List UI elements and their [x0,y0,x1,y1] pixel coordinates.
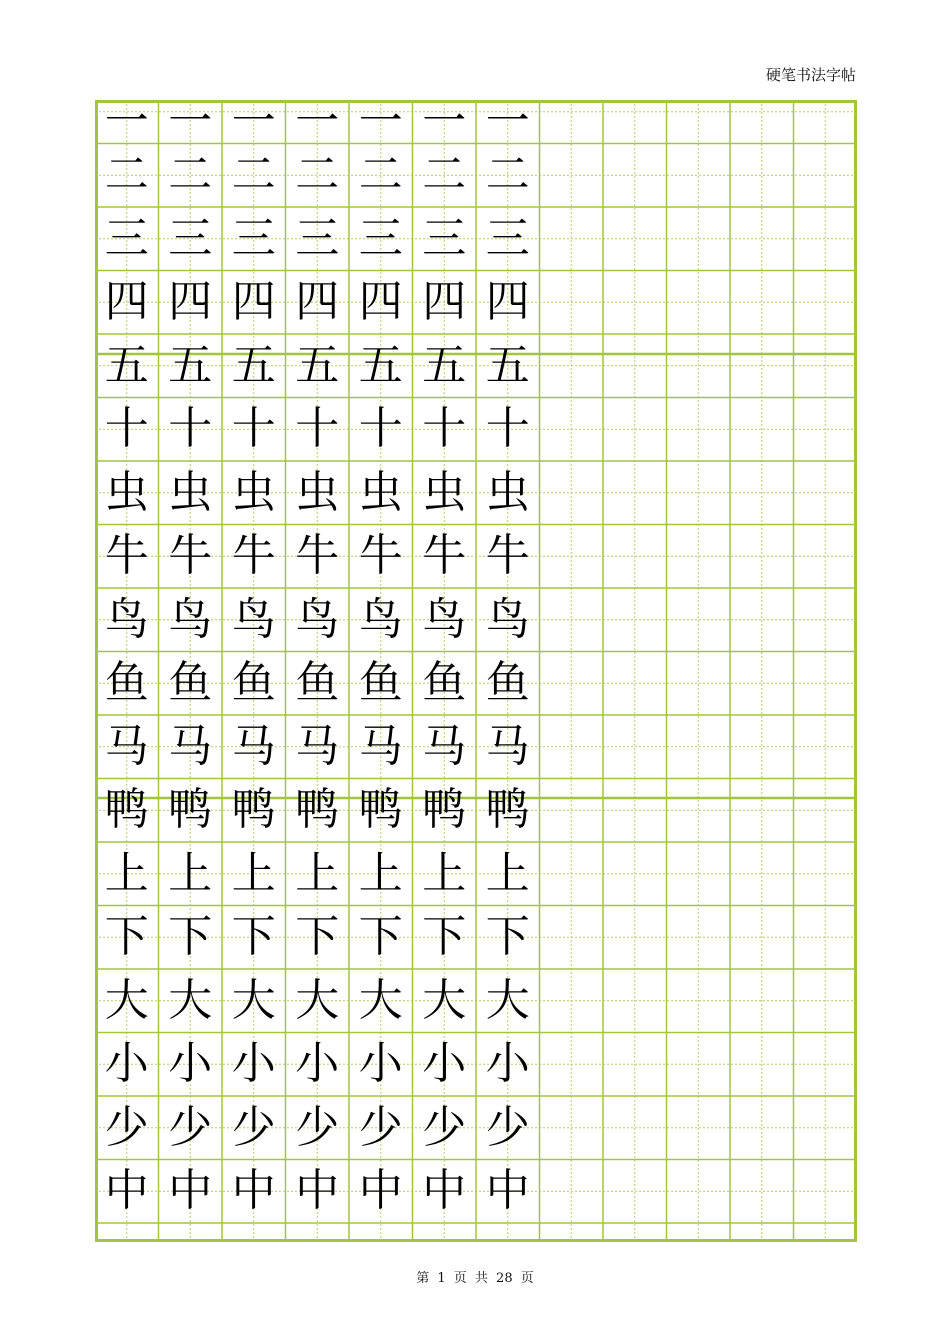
practice-character: 中 [104,1165,149,1217]
page-footer: 第 1 页 共 28 页 [416,1271,534,1286]
practice-character: 大 [358,974,403,1026]
practice-character: 牛 [231,530,276,582]
practice-character: 十 [295,403,340,455]
practice-character: 鱼 [168,657,213,709]
practice-character: 大 [104,974,149,1026]
practice-character: 下 [295,911,340,963]
practice-character: 少 [231,1101,276,1153]
practice-character: 马 [485,720,530,772]
practice-character: 十 [422,403,467,455]
practice-character: 一 [168,100,213,144]
practice-character: 鱼 [104,657,149,709]
practice-character: 鱼 [485,657,530,709]
practice-character: 鸟 [168,593,213,645]
practice-character: 五 [104,339,149,391]
practice-character: 三 [168,212,213,264]
practice-character: 四 [295,276,340,328]
practice-character: 少 [422,1101,467,1153]
practice-character: 中 [358,1165,403,1217]
practice-character: 大 [422,974,467,1026]
practice-character: 少 [485,1101,530,1153]
practice-character: 少 [358,1101,403,1153]
practice-character: 牛 [485,530,530,582]
practice-character: 鱼 [231,657,276,709]
practice-character: 四 [358,276,403,328]
practice-character: 虫 [485,466,530,518]
practice-character: 二 [358,149,403,201]
practice-character: 马 [295,720,340,772]
practice-character: 鱼 [358,657,403,709]
practice-character: 十 [231,403,276,455]
practice-character: 上 [168,847,213,899]
practice-character: 马 [422,720,467,772]
practice-character: 鸭 [358,784,403,836]
practice-character: 虫 [168,466,213,518]
practice-character: 三 [104,212,149,264]
practice-character: 虫 [104,466,149,518]
practice-character: 中 [485,1165,530,1217]
practice-character: 鸟 [295,593,340,645]
practice-character: 下 [422,911,467,963]
practice-character: 五 [295,339,340,391]
practice-character: 下 [358,911,403,963]
practice-character: 虫 [358,466,403,518]
practice-character: 小 [231,1038,276,1090]
practice-character: 鸟 [358,593,403,645]
practice-character: 十 [358,403,403,455]
practice-character: 四 [104,276,149,328]
practice-character: 上 [485,847,530,899]
practice-character: 鸟 [104,593,149,645]
practice-character: 一 [231,100,276,144]
practice-character: 十 [104,403,149,455]
practice-character: 一 [422,100,467,144]
practice-character: 马 [168,720,213,772]
practice-character: 四 [485,276,530,328]
practice-character: 牛 [104,530,149,582]
practice-character: 马 [231,720,276,772]
practice-character: 三 [231,212,276,264]
practice-character: 牛 [168,530,213,582]
practice-character: 中 [422,1165,467,1217]
practice-character: 鸭 [168,784,213,836]
practice-character: 四 [168,276,213,328]
practice-character: 四 [231,276,276,328]
practice-character: 大 [231,974,276,1026]
practice-character: 小 [485,1038,530,1090]
practice-character: 鸭 [422,784,467,836]
practice-character: 牛 [295,530,340,582]
practice-character: 十 [485,403,530,455]
practice-character: 鱼 [422,657,467,709]
practice-character: 小 [295,1038,340,1090]
practice-character: 二 [231,149,276,201]
practice-character: 二 [422,149,467,201]
practice-character: 鸭 [295,784,340,836]
practice-character: 上 [295,847,340,899]
document-header-title: 硬笔书法字帖 [765,66,856,84]
practice-character: 一 [104,100,149,144]
practice-character: 下 [231,911,276,963]
practice-character: 马 [358,720,403,772]
practice-character: 中 [168,1165,213,1217]
practice-character: 鸭 [231,784,276,836]
practice-character: 鸟 [485,593,530,645]
practice-character: 十 [168,403,213,455]
practice-character: 小 [104,1038,149,1090]
practice-character: 牛 [358,530,403,582]
practice-character: 大 [485,974,530,1026]
practice-character: 下 [104,911,149,963]
practice-character: 五 [358,339,403,391]
practice-grid [95,100,857,1242]
practice-character: 三 [295,212,340,264]
practice-character: 一 [358,100,403,144]
practice-character: 二 [295,149,340,201]
practice-character: 一 [295,100,340,144]
practice-character: 上 [358,847,403,899]
practice-character: 一 [485,100,530,144]
practice-character: 二 [485,149,530,201]
practice-character: 三 [422,212,467,264]
practice-character: 牛 [422,530,467,582]
practice-character: 四 [422,276,467,328]
practice-character: 虫 [295,466,340,518]
practice-character: 下 [168,911,213,963]
practice-character: 鸭 [104,784,149,836]
practice-character: 二 [104,149,149,201]
practice-character: 五 [168,339,213,391]
practice-character: 鸭 [485,784,530,836]
practice-character: 少 [295,1101,340,1153]
practice-character: 鸟 [422,593,467,645]
practice-character: 马 [104,720,149,772]
practice-character: 少 [168,1101,213,1153]
practice-character: 大 [168,974,213,1026]
practice-character: 中 [295,1165,340,1217]
practice-character: 五 [485,339,530,391]
practice-character: 小 [168,1038,213,1090]
practice-character: 二 [168,149,213,201]
practice-character: 五 [422,339,467,391]
practice-character: 鱼 [295,657,340,709]
practice-character: 上 [422,847,467,899]
practice-character: 虫 [422,466,467,518]
practice-character: 虫 [231,466,276,518]
practice-character: 小 [358,1038,403,1090]
practice-character: 中 [231,1165,276,1217]
practice-character: 下 [485,911,530,963]
practice-character: 三 [485,212,530,264]
practice-character: 三 [358,212,403,264]
practice-character: 少 [104,1101,149,1153]
practice-character: 小 [422,1038,467,1090]
practice-character: 五 [231,339,276,391]
practice-character: 上 [104,847,149,899]
practice-character: 上 [231,847,276,899]
practice-character: 鸟 [231,593,276,645]
practice-character: 大 [295,974,340,1026]
